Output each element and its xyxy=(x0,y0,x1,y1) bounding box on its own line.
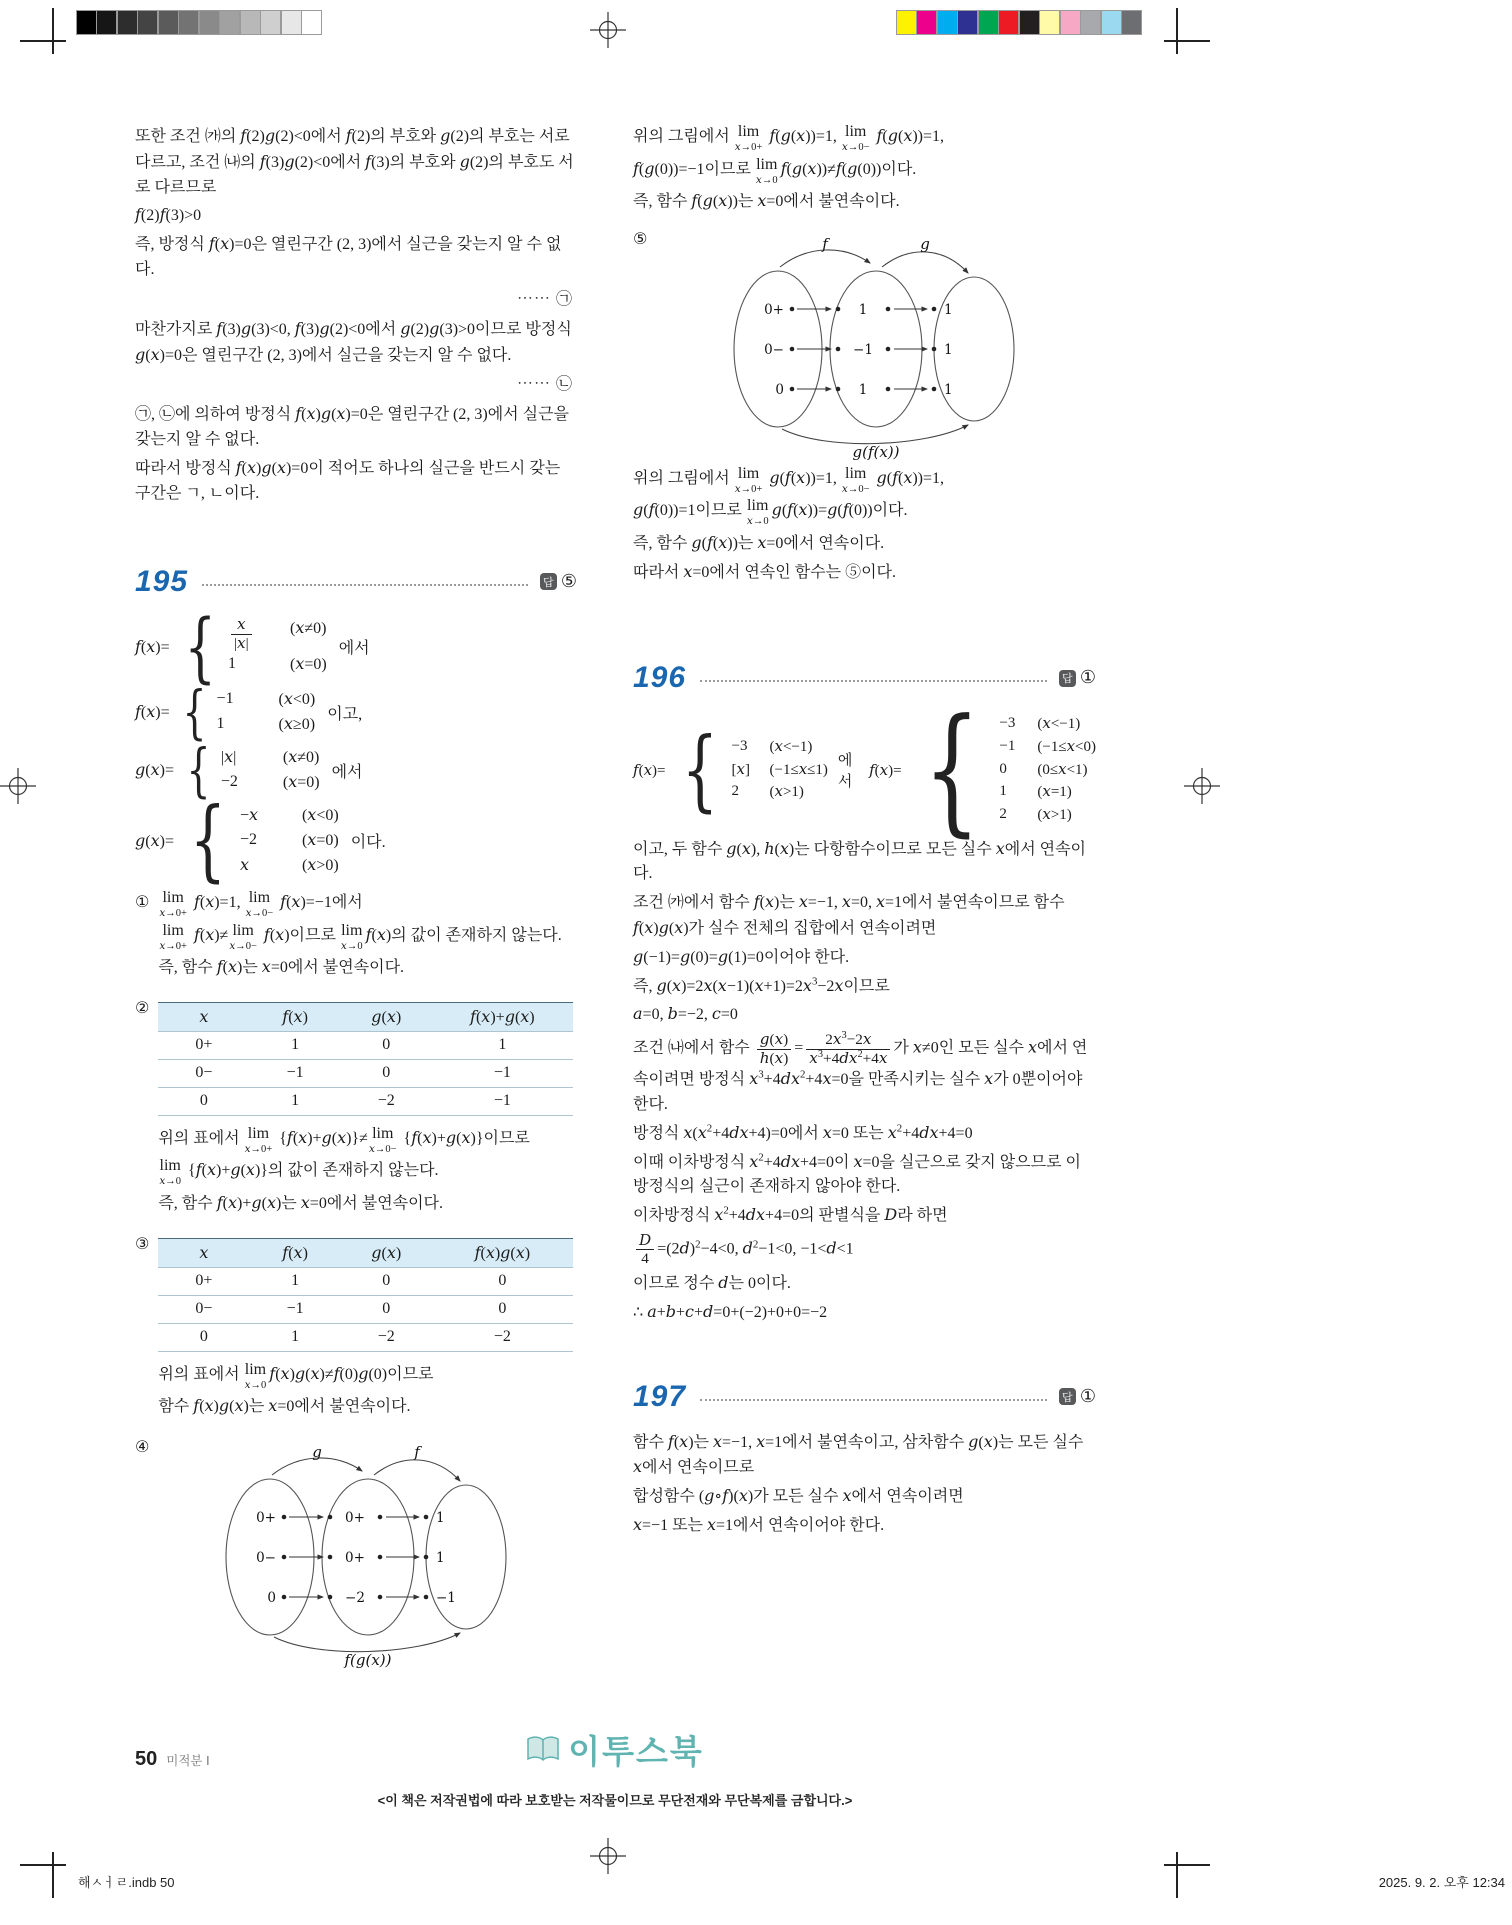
svg-text:0−: 0− xyxy=(764,341,785,358)
text-line: 함수 f(x)g(x)는 x=0에서 불연속이다. xyxy=(158,1396,411,1416)
mapping-diagram-f-of-g xyxy=(218,1441,518,1669)
answer-icon: 답 xyxy=(1059,1388,1076,1405)
text-line: 위의 표에서 lim x→0+ {f(x)+g(x)}≠ lim x→0− {f(x)+g(x)}이므로 xyxy=(158,1124,530,1155)
composite-label: g(f(x)) xyxy=(852,442,900,461)
text-line: 즉, $g(x)=2x(x-1)(x+1)=2x^3-2x$이므로 xyxy=(633,975,890,995)
page-number: 50 xyxy=(135,1748,158,1770)
prepress-timestamp: 2025. 9. 2. 오후 12:34 xyxy=(1378,1875,1505,1890)
text-line: 이때 이차방정식 $x^2+4dx+4=0$이 x=0을 실근으로 갖지 않으므로 이 방정식의 실근이 존재하지 않아야 한다. xyxy=(633,1151,1082,1196)
map-label-f: f xyxy=(822,234,828,253)
crop-mark-top-left xyxy=(20,8,66,54)
value-table-sum xyxy=(158,1002,572,1116)
circled-number-5: ⑤ xyxy=(633,228,648,248)
text-line: g(−1)=g(0)=g(1)=0이어야 한다. xyxy=(633,946,850,966)
case-item-2 xyxy=(135,996,577,1220)
crop-mark-top-right xyxy=(1164,8,1210,54)
problem-197 xyxy=(633,1380,1096,1539)
solution-194-continued xyxy=(135,124,577,507)
piecewise-g-simplified: g(x)= { −x (x<0) −2 (x=0) x (x>0) 이다. xyxy=(135,788,386,892)
publisher-logo xyxy=(0,1726,1230,1773)
brace: { xyxy=(182,677,207,746)
table-row: 0 1 −2 −1 xyxy=(158,1087,572,1115)
svg-text:1: 1 xyxy=(858,301,868,318)
open-book-icon xyxy=(526,1735,560,1765)
problem-header-197 xyxy=(633,1380,1096,1414)
svg-text:0−: 0− xyxy=(255,1550,276,1567)
diagram-row xyxy=(776,382,953,398)
problem-header-196 xyxy=(633,661,1096,695)
composition-diagram-container xyxy=(656,233,1096,466)
brace: { xyxy=(189,788,227,892)
math-line: f(2)f(3)>0 xyxy=(135,205,202,225)
composite-label: f(g(x)) xyxy=(344,1651,392,1670)
text-line: 즉, 함수 f(x)+g(x)는 x=0에서 불연속이다. xyxy=(158,1192,444,1212)
dotted-leader xyxy=(700,1399,1047,1401)
problem-header-195 xyxy=(135,565,577,599)
circled-number-1: ① xyxy=(135,892,150,912)
text-line: lim x→0 {f(x)+g(x)}의 값이 존재하지 않는다. xyxy=(159,1157,439,1188)
diagram-row xyxy=(267,1590,456,1606)
text-line: 위의 그림에서 lim x→0+ f(g(x))=1, lim x→0− f(g(x))=1, xyxy=(633,123,945,153)
text-line: 방정식 $x(x^2+4dx+4)=0$에서 x=0 또는 $x^2+4dx+4=0$ xyxy=(633,1122,973,1142)
text-line: 즉, 방정식 f(x)=0은 열린구간 (2, 3)에서 실근을 갖는지 알 수 없다. xyxy=(135,234,562,278)
answer-badge xyxy=(1059,1385,1096,1407)
prepress-file-label: 해ㅅㅓㄹ.indb 50 xyxy=(78,1875,175,1890)
dotted-leader xyxy=(202,584,528,586)
text-line: 따라서 방정식 f(x)g(x)=0이 적어도 하나의 실근을 반드시 갖는 구간은 ㄱ, ㄴ이다. xyxy=(135,457,561,502)
color-calibration-bar xyxy=(896,10,1142,35)
answer-badge xyxy=(540,570,577,592)
svg-text:1: 1 xyxy=(944,301,953,318)
problem-number: 196 xyxy=(633,661,687,695)
text-line: 마찬가지로 f(3)g(3)<0, f(3)g(2)<0에서 g(2)g(3)>0이므로 방정식 g(x)=0은 열린구간 (2, 3)에서 실근을 갖는지 알 수 없다. xyxy=(135,318,572,364)
text-line: 즉, 함수 g(f(x))는 x=0에서 연속이다. xyxy=(633,532,885,552)
circled-number-2: ② xyxy=(135,997,150,1017)
svg-text:0+: 0+ xyxy=(764,301,785,318)
piecewise-g-definition: g(x)= { |x| (x≠0) −2 (x=0) 에서 xyxy=(135,735,363,804)
grayscale-calibration-bar xyxy=(76,10,322,35)
answer-icon: 답 xyxy=(540,573,557,590)
problem-196 xyxy=(633,661,1096,1325)
diagram-row xyxy=(256,1550,445,1566)
text-line: ㉠, ㉡에 의하여 방정식 f(x)g(x)=0은 열린구간 (2, 3)에서 실근을 갖는지 알 수 없다. xyxy=(135,404,569,449)
table-header-row: x f(x) g(x) f(x)g(x) xyxy=(158,1238,572,1267)
svg-text:−2: −2 xyxy=(344,1590,365,1607)
brace: { xyxy=(681,717,718,821)
registration-mark-bottom xyxy=(590,1838,626,1874)
publisher-name: 이투스북 xyxy=(568,1733,704,1770)
svg-text:1: 1 xyxy=(944,381,953,398)
circled-number-3: ③ xyxy=(135,1233,150,1253)
map-label-g: g xyxy=(311,1443,322,1462)
svg-text:−1: −1 xyxy=(853,341,874,358)
answer-number: ① xyxy=(1079,667,1096,689)
case-item-3 xyxy=(135,1232,577,1423)
copyright-notice: <이 책은 저작권법에 따라 보호받는 저작물이므로 무단전재와 무단복제를 금합니다.> xyxy=(377,1793,853,1808)
brace: { xyxy=(184,601,216,691)
text-line: 위의 그림에서 lim x→0+ g(f(x))=1, lim x→0− g(f(x))=1, xyxy=(633,464,945,495)
dotted-leader xyxy=(700,680,1047,682)
text-line: g(f(0))=1이므로 lim x→0 g(f(x))=g(f(0))이다. xyxy=(633,497,908,528)
svg-text:0: 0 xyxy=(267,1590,276,1607)
problem-number: 195 xyxy=(135,564,189,598)
answer-badge xyxy=(1059,669,1096,687)
problem-195 xyxy=(135,565,577,1674)
text-line: f(g(0))=−1이므로 lim x→0 f(g(x))≠f(g(0))이다. xyxy=(633,155,917,186)
piecewise-f-simplified: f(x)= { −1 (x<0) 1 (x≥0) 이고, xyxy=(135,677,363,746)
text-line: x=−1 또는 x=1에서 연속이어야 한다. xyxy=(633,1514,885,1534)
crop-mark-bottom-right xyxy=(1164,1852,1210,1898)
svg-text:−1: −1 xyxy=(435,1590,456,1607)
text-line: 또한 조건 ㈎의 f(2)g(2)<0에서 f(2)의 부호와 g(2)의 부호는 서로 다르고, 조건 ㈏의 f(3)g(2)<0에서 f(3)의 부호와 g(2)의 부호도 서로 다르므로 xyxy=(135,126,574,196)
text-line: lim x→0+ f(x)≠ lim x→0− f(x)이므로 lim x→0 f(x)의 값이 존재하지 않는다. xyxy=(159,921,562,952)
brace: { xyxy=(922,689,981,851)
diagram-row xyxy=(764,342,953,358)
svg-text:1: 1 xyxy=(944,341,953,358)
registration-mark-left xyxy=(0,768,36,804)
text-line: 함수 f(x)는 x=−1, x=1에서 불연속이고, 삼차함수 g(x)는 모든 실수 x에서 연속이므로 xyxy=(633,1431,1084,1477)
text-line: 조건 ㈎에서 함수 f(x)는 x=−1, x=0, x=1에서 불연속이므로 함수 f(x)g(x)가 실수 전체의 집합에서 연속이려면 xyxy=(633,892,1065,938)
table-row: 0+ 1 0 1 xyxy=(158,1031,572,1059)
piecewise-f-definition-196: f(x)= { −3 (x<−1) [x] (−1≤x≤1) 2 (x>1) 에서 f(x)= { −3 (x<−1) −1 (−1≤x<0) 0 (0≤x<1) 1 (x=1) 2 (x>1) xyxy=(633,689,1096,851)
piecewise-f-definition: f(x)= { $\frac{x}{|x|}$ (x≠0) 1 (x=0) 에서 xyxy=(135,601,370,691)
right-column xyxy=(633,124,1096,1542)
registration-mark-right xyxy=(1184,768,1220,804)
text-line: a=0, b=−2, c=0 xyxy=(633,1004,738,1024)
book-title: 미적분 Ⅰ xyxy=(166,1754,210,1768)
table-header-row: x f(x) g(x) f(x)+g(x) xyxy=(158,1002,572,1031)
case-item-4 xyxy=(135,1435,577,1674)
brace: { xyxy=(186,735,211,804)
svg-text:0+: 0+ xyxy=(344,1550,365,1567)
answer-number: ① xyxy=(1079,1385,1096,1407)
registration-mark-top xyxy=(590,12,626,48)
composition-diagram-container xyxy=(158,1441,577,1674)
answer-number: ⑤ xyxy=(560,570,577,592)
text-line: 위의 표에서 lim x→0 f(x)g(x)≠f(0)g(0)이므로 xyxy=(158,1360,434,1391)
svg-text:1: 1 xyxy=(435,1510,445,1527)
value-table-product xyxy=(158,1238,572,1352)
table-row: 0 1 −2 −2 xyxy=(158,1323,572,1351)
table-row: 0− −1 0 0 xyxy=(158,1295,572,1323)
text-line: 합성함수 (g∘f)(x)가 모든 실수 x에서 연속이려면 xyxy=(633,1486,964,1506)
svg-text:1: 1 xyxy=(435,1550,445,1567)
diagram-row xyxy=(764,302,953,318)
circled-number-4: ④ xyxy=(135,1437,150,1457)
text-line: 이고, 두 함수 g(x), h(x)는 다항함수이므로 모든 실수 x에서 연속이다. xyxy=(633,838,1087,883)
text-line: lim x→0+ f(x)=1, lim x→0− f(x)=−1에서 xyxy=(159,889,363,920)
svg-text:0: 0 xyxy=(775,381,785,398)
reference-marker: ⋯⋯ ㉡ xyxy=(516,376,573,394)
text-line: 이차방정식 $x^2+4dx+4=0$의 판별식을 D라 하면 xyxy=(633,1204,948,1225)
solution-195-continued xyxy=(633,124,1096,585)
reference-marker: ⋯⋯ ㉠ xyxy=(516,290,573,308)
svg-text:1: 1 xyxy=(858,381,868,398)
case-item-1 xyxy=(135,890,577,984)
text-line: 따라서 x=0에서 연속인 함수는 ⑤이다. xyxy=(633,561,896,581)
map-label-f: f xyxy=(413,1443,420,1462)
text-line: ∴ a+b+c+d=0+(−2)+0+0=−2 xyxy=(633,1301,828,1321)
mapping-diagram-g-of-f xyxy=(726,233,1026,461)
crop-mark-bottom-left xyxy=(20,1852,66,1898)
text-line: 즉, 함수 f(g(x))는 x=0에서 불연속이다. xyxy=(633,191,900,210)
case-item-5 xyxy=(633,227,1096,466)
text-line: 조건 ㈏에서 함수 $\frac{g(x)}{h(x)}$ = $\frac{2x^3-2x}{x^3+4dx^2+4x}$ 가 x≠0인 모든 실수 x에서 연속이려면 방정식 $x^3+4dx^2+4x=0$을 만족시키는 실수 x가 0뿐이어야 한다. xyxy=(633,1030,1088,1113)
map-label-g: g xyxy=(920,234,930,253)
text-line: 이므로 정수 d는 0이다. xyxy=(633,1272,791,1292)
table-row: 0+ 1 0 0 xyxy=(158,1267,572,1295)
diagram-row xyxy=(256,1510,445,1526)
text-line: 즉, 함수 f(x)는 x=0에서 불연속이다. xyxy=(158,957,405,977)
table-row: 0− −1 0 −1 xyxy=(158,1059,572,1087)
answer-icon: 답 xyxy=(1059,670,1076,687)
left-column xyxy=(135,124,577,1674)
svg-text:0+: 0+ xyxy=(255,1510,276,1527)
problem-number: 197 xyxy=(633,1379,687,1413)
text-line: $\frac{D}{4}$ $=(2d)^2-4<0$, $d^2-1<0$, −1<d<1 xyxy=(633,1232,1096,1268)
svg-text:0+: 0+ xyxy=(344,1510,365,1527)
